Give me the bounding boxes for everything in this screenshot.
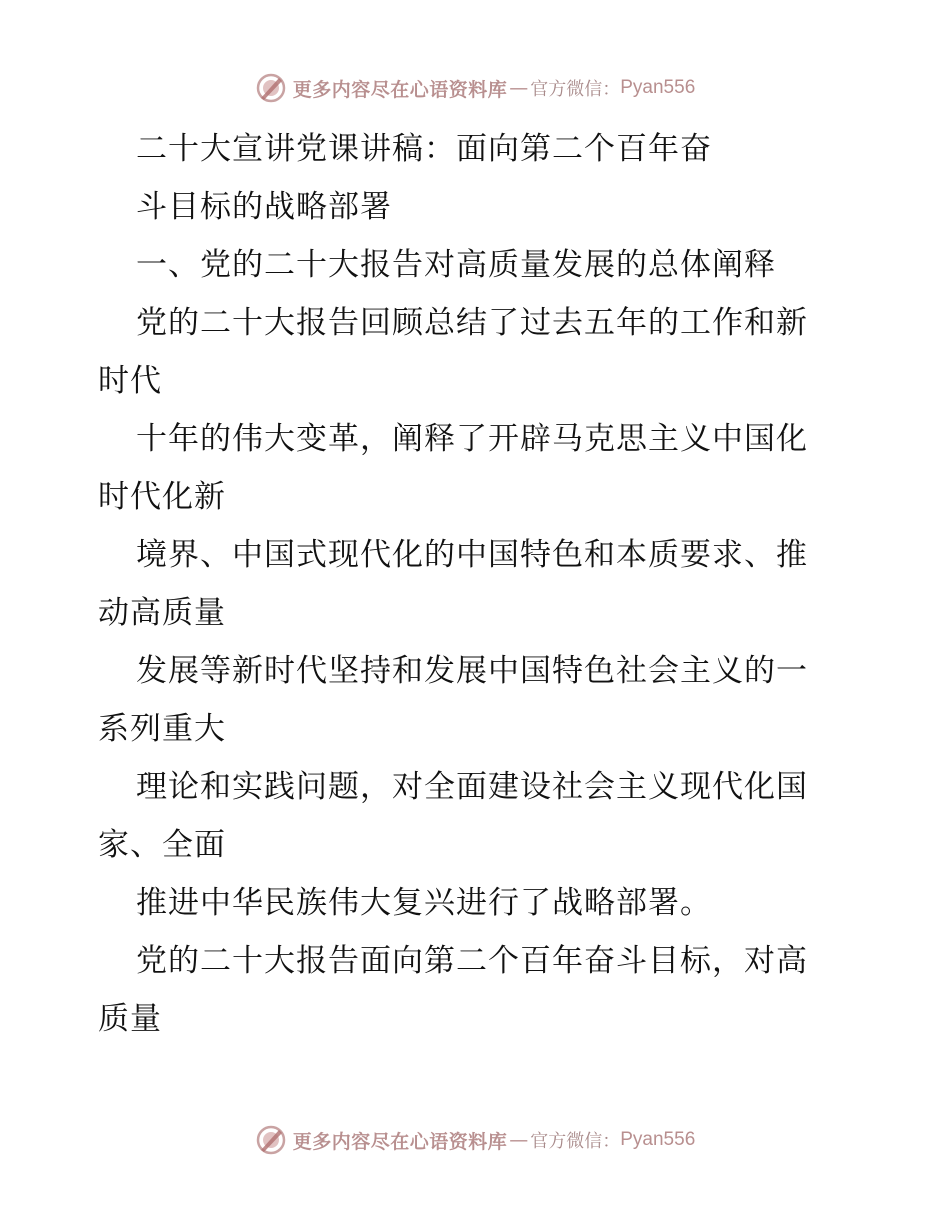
document-title-line-1: 二十大宣讲党课讲稿：面向第二个百年奋 [136,131,712,167]
paragraph-line: 家、全面 [98,827,226,863]
paragraph-line: 理论和实践问题，对全面建设社会主义现代化国 [136,769,808,805]
watermark-main-text: 更多内容尽在心语资料库 [292,1130,508,1153]
paragraph-line: 系列重大 [98,711,226,747]
paragraph-line: 时代化新 [98,479,226,515]
paragraph-line: 境界、中国式现代化的中国特色和本质要求、推 [136,537,808,573]
watermark-sub-text: 官方微信： [530,1131,621,1152]
document-body [98,120,858,1048]
header-watermark [0,68,950,108]
paragraph-line: 质量 [98,1001,162,1037]
watermark-wechat-id: Pyan556 [620,77,696,98]
section-heading: 一、党的二十大报告对高质量发展的总体阐释 [136,247,776,283]
paragraph-line: 十年的伟大变革，阐释了开辟马克思主义中国化 [136,421,808,457]
paragraph-line: 动高质量 [98,595,226,631]
footer-watermark [0,1120,950,1160]
paragraph-line: 党的二十大报告面向第二个百年奋斗目标，对高 [136,943,808,979]
watermark-separator: — [509,1129,529,1151]
watermark-wechat-id: Pyan556 [620,1129,696,1150]
paragraph-line: 时代 [98,363,162,399]
watermark-sub-text: 官方微信： [530,79,621,100]
quill-seal-icon [255,72,287,104]
document-title-line-2: 斗目标的战略部署 [136,189,392,225]
watermark-main-text: 更多内容尽在心语资料库 [292,78,508,101]
watermark-separator: — [509,77,529,99]
paragraph-line: 党的二十大报告回顾总结了过去五年的工作和新 [136,305,808,341]
paragraph-line: 推进中华民族伟大复兴进行了战略部署。 [136,885,712,921]
paragraph-line: 发展等新时代坚持和发展中国特色社会主义的一 [136,653,808,689]
quill-seal-icon [255,1124,287,1156]
